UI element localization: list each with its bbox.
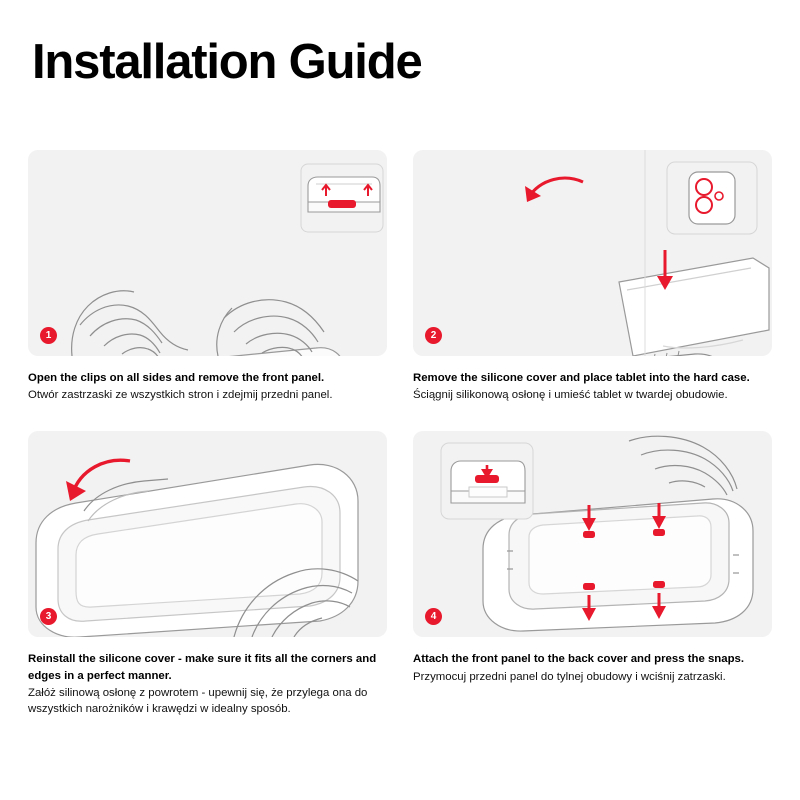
step-3-text-en: Reinstall the silicone cover - make sure it fits all the corners and edges in a perfect manner. — [28, 653, 377, 682]
step-3-number: 3 — [40, 608, 57, 625]
step-4-figure — [413, 431, 772, 637]
step-1-text-en: Open the clips on all sides and remove the front panel. — [28, 372, 325, 384]
steps-row-1 — [28, 150, 772, 403]
steps-row-2 — [28, 431, 772, 717]
step-1-zoom-inset — [301, 164, 383, 232]
step-1-caption — [28, 370, 387, 403]
step-2-illustration — [413, 150, 772, 356]
step-2 — [413, 150, 772, 403]
lift-arrow — [525, 178, 583, 202]
step-4-number: 4 — [425, 608, 442, 625]
peel-arrow — [66, 461, 130, 502]
step-4-illustration — [413, 431, 772, 637]
page-title: Installation Guide — [32, 35, 422, 89]
step-4 — [413, 431, 772, 717]
step-4-text-pl: Przymocuj przedni panel do tylnej obudowy i wciśnij zatrzaski. — [413, 670, 726, 683]
step-3-text-pl: Załóż silinową osłonę z powrotem - upewnij się, że przylega ona do wszystkich narożników i krawędzi w idealny sposób. — [28, 686, 368, 715]
step-2-camera-inset — [667, 162, 757, 234]
step-1-illustration — [28, 150, 387, 356]
step-3-illustration — [28, 431, 387, 637]
step-1-number: 1 — [40, 327, 57, 344]
steps-grid — [28, 150, 772, 717]
step-4-text-en: Attach the front panel to the back cover and press the snaps. — [413, 653, 745, 666]
step-3 — [28, 431, 387, 717]
step-2-caption — [413, 370, 772, 403]
step-4-zoom-inset — [441, 443, 533, 519]
step-3-figure — [28, 431, 387, 637]
step-1-figure — [28, 150, 387, 356]
step-1 — [28, 150, 387, 403]
step-4-caption — [413, 651, 772, 684]
step-3-caption — [28, 651, 387, 717]
step-2-figure — [413, 150, 772, 356]
step-1-text-pl: Otwór zastrzaski ze wszystkich stron i zdejmij przedni panel. — [28, 389, 333, 402]
step-2-text-en: Remove the silicone cover and place tablet into the hard case. — [413, 372, 750, 384]
step-2-text-pl: Ściągnij silikonową osłonę i umieść tablet w twardej obudowie. — [413, 389, 728, 402]
row-spacer — [28, 403, 772, 431]
step-2-number: 2 — [425, 327, 442, 344]
